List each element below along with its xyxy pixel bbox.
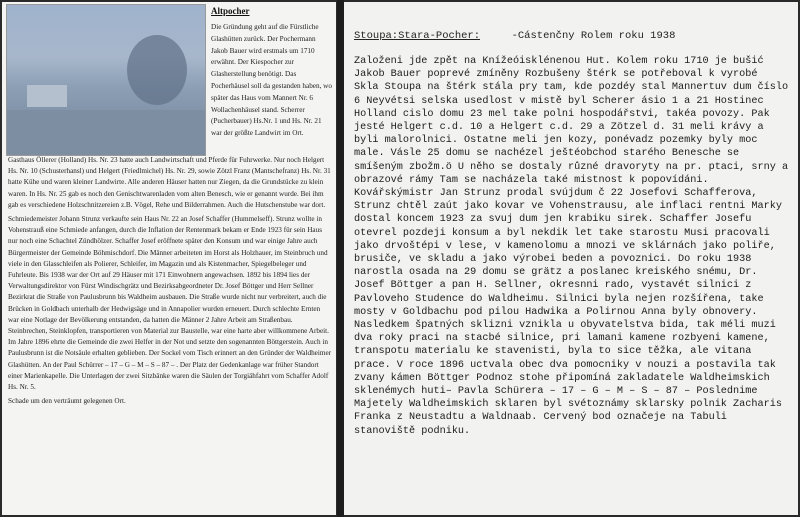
photo-field (7, 110, 205, 155)
left-paragraph-1: Gasthaus Öllerer (Holland) Hs. Nr. 23 hatte auch Landwirtschaft und Pferde für Fuhrwerke. Nur noch Helgert Hs. Nr. 10 (Schusterhansl) und Helgert (Friedlmichel) Hs. Nr. 29, sowie Zötzl Franz (Mantschefranz) Hs. Nr. 31 hatte Kühe und waren kleiner Landwirte. Alle anderen Häuser hatten nur Ziegen, da die Grundstücke zu klein waren. In Hs. Nr. 25 gab es noch den Genischtwarenladen vom alten Benesch, wie er genannt wurde. Bei ihm gab es verschiedene Holzschnitzereien z.B. Vögel, Rehe und Bilderrahmen. Auch die Hutschenstube war dort. (8, 156, 331, 209)
panel-divider (337, 0, 344, 517)
right-subtitle: -Cástenčny Rolem roku 1938 (511, 30, 676, 42)
left-title: Altpocher (211, 6, 250, 16)
right-heading (354, 30, 675, 42)
photo-house (27, 85, 67, 107)
historic-photo (6, 4, 206, 156)
left-panel-german (2, 2, 336, 515)
left-paragraph-2: Schmiedemeister Johann Strunz verkaufte sein Haus Nr. 22 an Josef Schaffer (Hummelseff). Strunz wollte in Vohenstrauß eine Schmiede anfangen, durch die Inflation der Rentenmark bekam er Ende 1923 für sein Haus nur noch eine Schachtel Zündhölzer. Schaffer Josef eröffnete später den Konsum und war einige Jahre auch Bürgermeister der Gemeinde Böhmischdorf. Die Männer arbeiteten im Horst als Holzhauer, im Steinbruch und viele in den Glasschleifen als Polierer, Schleifer, im Magazin und als Kistenmacher, Spiegelbeleger und Fuhrleute. Bis 1938 war der Ort auf 29 Häuser mit 171 Einwohnern angewachsen. 1892 bis 1894 lies der Verwaltungsdirektor von Fürst Windischgrätz und Bezirksabgeordneter Dr. Josef Böttger und Herr Sellner Bezirkrat die Straße von Paulusbrunn bis Waldheim ausbauen. Die Straße wurde nicht nur verbreitert, auch die Brücken in Goldbach unterhalb der Hedwigsäge und in Annapolier wurden erneuert. Durch schlechte Ernten war eine Notlage der Bevölkerung entstanden, da hatten die Männer 2 Jahre Arbeit am Straßenbau. Steinbrechen, Steinklopfen, transportieren von Material zur Baustelle, war eine harte aber willkommene Arbeit. Im Jahre 1896 ehrte die Gemeinde die zwei Helfer in der Not und setzte den sogenannten Böttgerstein. Auch in Paulusbrunn ist die Notsäule erhalten geblieben. Der Sockel vom Tisch erinnert an den Gründer der Waldheimer Glashütten. An der Paul Schürrer – 17 – G – M – S – 87 – . Der Platz der Gedenkanlage war früher Standort einer Marienkapelle. Die Unterlagen der zwei Sitzbänke waren die Säulen der Torgiähfahrt vom Schaffer Adolf Hs. Nr. 5. (8, 215, 332, 392)
right-body-text: Založeni jde zpět na Knížeóisklénenou Hut. Kolem roku 1710 je bušić Jakob Bauer poprevé zmíněny Rozbušeny štérk se potřeboval k vyrobé Skla Stoupa na štérk stála pry tam, kde pozdéy stal Mannertuv dum číslo 6 Neyvétsi selska usedlost v mistě byl Scherer ásio 1 a 21 Hostinec Holland cislo domu 23 mel take polni hospodářstvi, takéa povozy. Pak jesté Helgert c.d. 10 a Helgert c.d. 29 a Zötzel d. 31 meli krávy a byli malorolnici. Ostatne meli jen kozy, ponévadz pozemky byly moc male. Vásle 25 domu se nachézel ještéobchod starého Benesche se smíšeným zbožm.ö U něho se dostaly různé dravoryty na pr. ptaci, srny a obrazové rámy Tam se nacházela také mistnost k popovídáni. Kovářskýmistr Jan Strunz prodal svújdum č 22 Josefovi Schafferova, Strunz chtěl zaút jako kovar ve Vohenstrausu, ale inflaci rentni Marky dostal koncem 1923 za svuj dum jen krabiku sirek. Schaffer Josefu otevrel pozdeji konsum a byl nekdik let take starostu Musi pracovali jako drvoštépi v lese, v kamenolomu a mnozi ve sklárnách jako poliře, brusiče, ve skladu a jako výrobei beden a povoznici. Do roku 1938 narostla osada na 29 domu se grätz a poslanec kreiského snému, Dr. Josef Böttger a pan H. Sellner, okresnni rado, vystavét silnici z Pavloveho Studence do Waldheimu. Silnici byla nejen rozšířena, take mosty v Goldbachu pod pilou Hadwika a Polirnou Anna byly obnovery. Nasledkem špatných sklizni vznikla u obyvatelstva bida, tak méli muzi dva roky praci na stacbé silnice, pri lamani kamene rozbyeni kamene, transpotu materialu ke stavenisti, byla to sice těžka, ale vitana prace. V roce 1896 uctvala obec dva pomocniky v nouzi a postavila tak zvany kámen Böttger Podnoz stohe připomíná zakladatele Waldheimskich sklenémych huti– Pavla Schürera – 17 – G – M – S – 87 – Poslednime Majetely Waldheimskich sklaren byl svétoznámy sklarsky polnik Zacharis Franka z Neustadtu a Waldnaab. Cervený bod označeje na Tabuli stanoviště podniku. (354, 56, 789, 437)
right-title: Stoupa:Stara-Pocher: (354, 30, 481, 42)
left-intro-text: Die Gründung geht auf die Fürstliche Glashütten zurück. Der Pochermann Jakob Bauer wird erstmals um 1710 erwähnt. Der Kiespocher zur Glasherstellung benötigt. Das Pocherhäusel soll da gestanden haben, wo später das Haus vom Mannert Nr. 6 Wollachenhäusel stand. Scherrer (Pucherbauer) Hs.Nr. 1 und Hs. Nr. 21 war der größte Landwirt im Ort. (211, 23, 332, 138)
right-panel-czech (344, 2, 798, 515)
photo-tree (127, 35, 187, 105)
left-main-text (8, 155, 332, 410)
left-paragraph-3: Schade um den verträumt gelegenen Ort. (8, 397, 126, 406)
